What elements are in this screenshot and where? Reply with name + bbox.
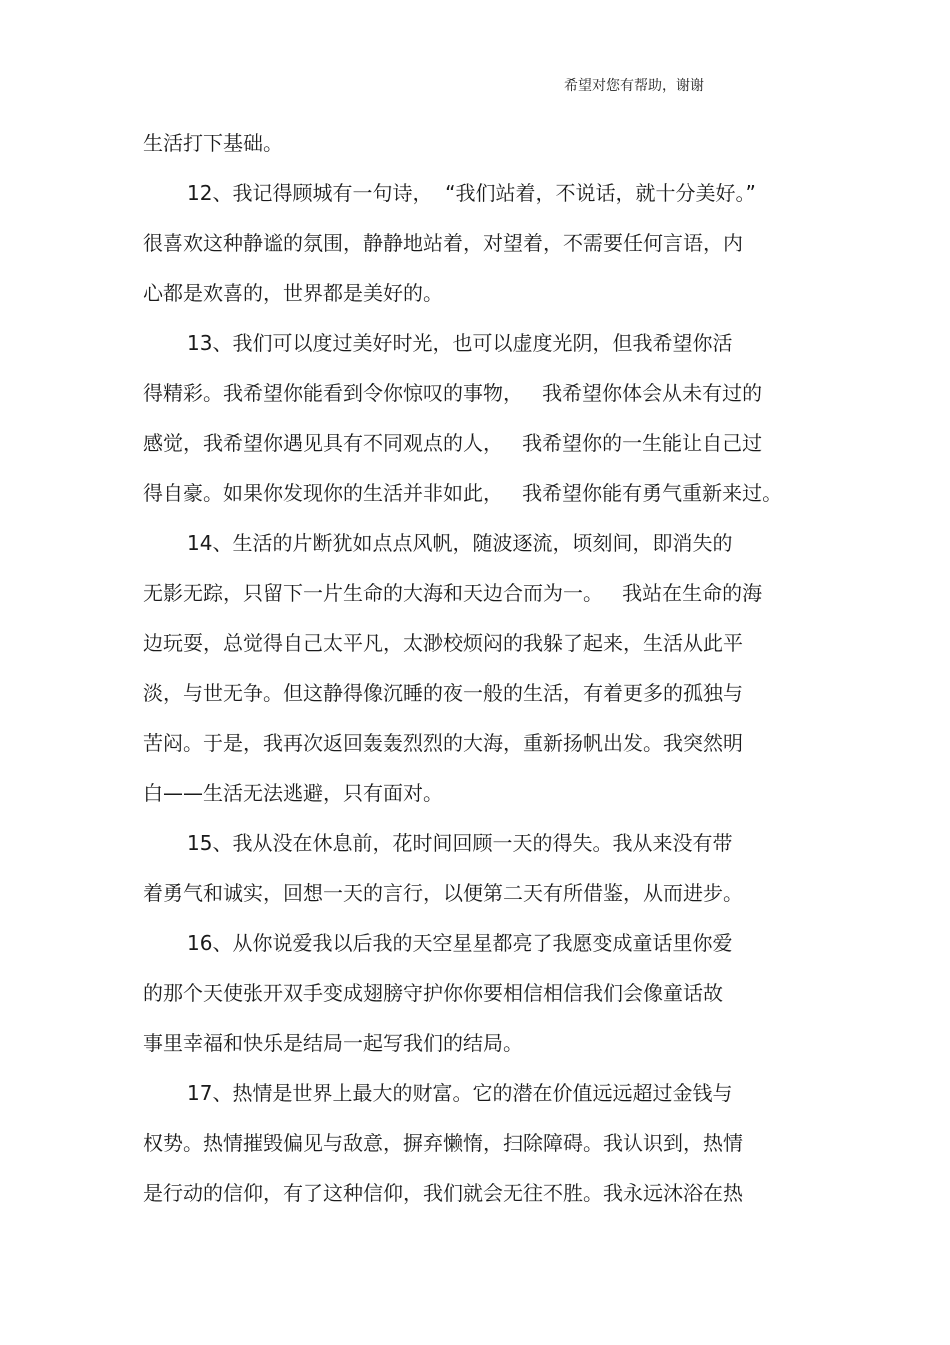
text-line: 心都是欢喜的，世界都是美好的。 — [143, 281, 443, 305]
text-line: 得自豪。如果你发现你的生活并非如此， 我希望你能有勇气重新来过。 — [143, 481, 783, 505]
text-line: 无影无踪，只留下一片生命的大海和天边合而为一。 我站在生命的海 — [143, 581, 763, 605]
text-line: 13、我们可以度过美好时光，也可以虚度光阴，但我希望你活 — [187, 331, 733, 355]
text-line: 感觉，我希望你遇见具有不同观点的人， 我希望你的一生能让自己过 — [143, 431, 763, 455]
text-line: 生活打下基础。 — [143, 131, 283, 155]
body-text — [143, 118, 813, 1218]
text-line: 16、从你说爱我以后我的天空星星都亮了我愿变成童话里你爱 — [187, 931, 733, 955]
text-line: 权势。热情摧毁偏见与敌意，摒弃懒惰，扫除障碍。我认识到，热情 — [143, 1131, 743, 1155]
text-line: 淡，与世无争。但这静得像沉睡的夜一般的生活，有着更多的孤独与 — [143, 681, 743, 705]
text-line: 着勇气和诚实，回想一天的言行，以便第二天有所借鉴，从而进步。 — [143, 881, 743, 905]
text-line: 17、热情是世界上最大的财富。它的潜在价值远远超过金钱与 — [187, 1081, 733, 1105]
text-line: 的那个天使张开双手变成翅膀守护你你要相信相信我们会像童话故 — [143, 981, 723, 1005]
text-line: 很喜欢这种静谧的氛围，静静地站着，对望着，不需要任何言语，内 — [143, 231, 743, 255]
text-line: 12、我记得顾城有一句诗， “我们站着，不说话，就十分美好。” — [187, 181, 756, 205]
text-line: 15、我从没在休息前，花时间回顾一天的得失。我从来没有带 — [187, 831, 733, 855]
text-line: 得精彩。我希望你能看到令你惊叹的事物， 我希望你体会从未有过的 — [143, 381, 763, 405]
text-line: 边玩耍，总觉得自己太平凡，太渺校烦闷的我躲了起来，生活从此平 — [143, 631, 743, 655]
text-line: 事里幸福和快乐是结局一起写我们的结局。 — [143, 1031, 523, 1055]
text-line: 白——生活无法逃避，只有面对。 — [143, 781, 443, 805]
text-line: 是行动的信仰，有了这种信仰，我们就会无往不胜。我永远沐浴在热 — [143, 1181, 743, 1205]
page-header: 希望对您有帮助，谢谢 — [564, 78, 704, 94]
text-line: 苦闷。于是，我再次返回轰轰烈烈的大海，重新扬帆出发。我突然明 — [143, 731, 743, 755]
text-line: 14、生活的片断犹如点点风帆，随波逐流，顷刻间，即消失的 — [187, 531, 733, 555]
